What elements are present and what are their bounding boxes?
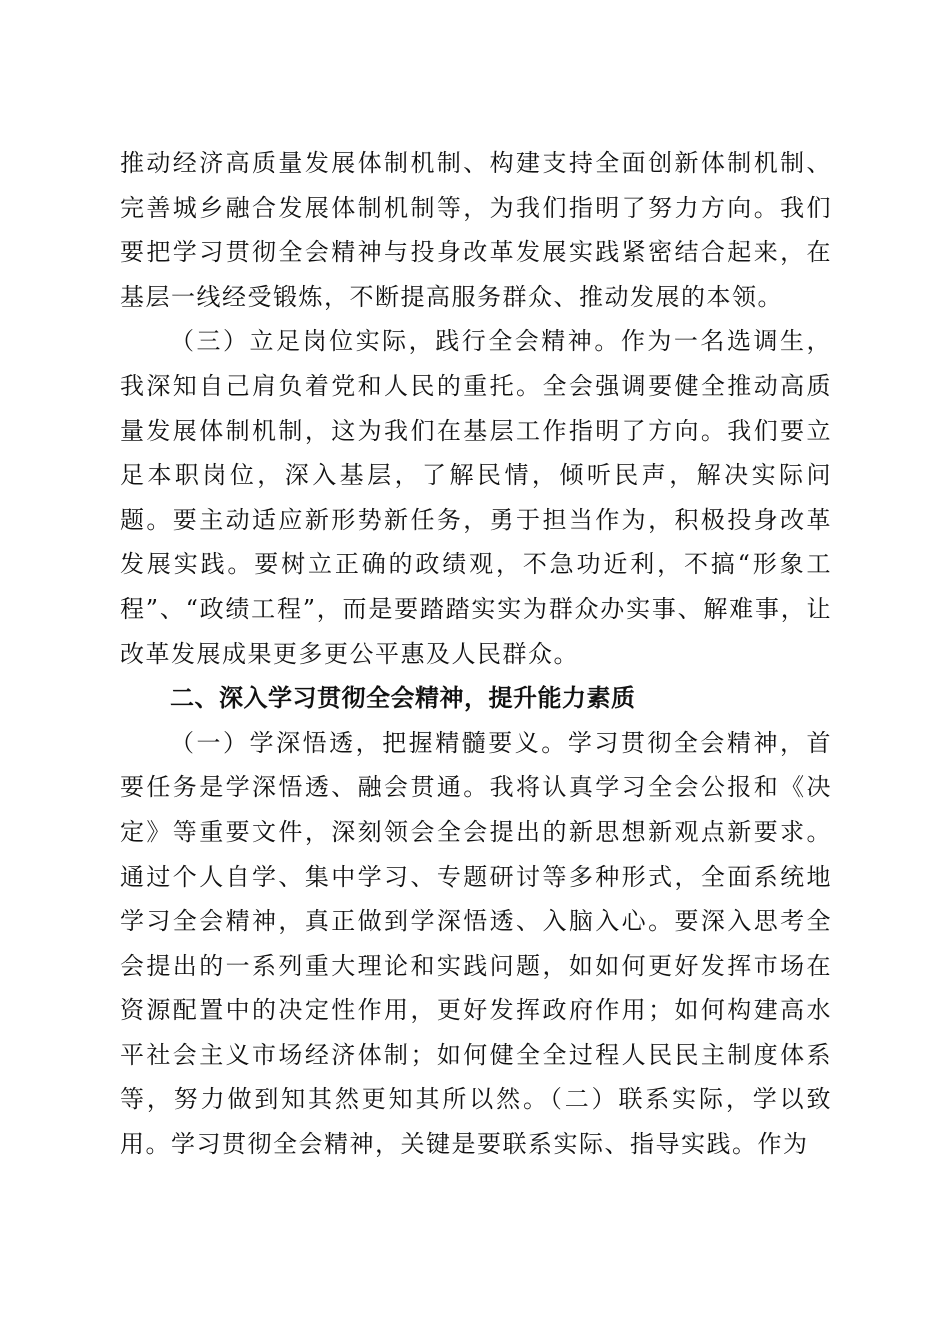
section-2-1-paragraph (120, 721, 832, 1167)
paragraph-continued: 推动经济高质量发展体制机制、构建支持全面创新体制机制、完善城乡融合发展体制机制等，为我们指明了努力方向。我们要把学习贯彻全会精神与投身改革发展实践紧密结合起来，在基层一线经受锻炼，不断提高服务群众、推动发展的本领。 (120, 149, 832, 311)
section-3-paragraph (120, 319, 832, 676)
document-body (120, 141, 832, 1167)
section-2-1-subtitle: （一）学深悟透，把握精髓要义。 (170, 728, 568, 757)
section-3-body: 作为一名选调生，我深知自己肩负着党和人民的重托。全会强调要健全推动高质量发展体制机制，这为我们在基层工作指明了方向。我们要立足本职岗位，深入基层，了解民情，倾听民声，解决实际问题。要主动适应新形势新任务，勇于担当作为，积极投身改革发展实践。要树立正确的政绩观，不急功近利，不搞“形象工程”、“政绩工程”，而是要踏踏实实为群众办实事、解难事，让改革发展成果更多更公平惠及人民群众。 (120, 327, 833, 668)
section-2-1-body: 学习贯彻全会精神，首要任务是学深悟透、融会贯通。我将认真学习全会公报和《决定》等重要文件，深刻领会全会提出的新思想新观点新要求。通过个人自学、集中学习、专题研讨等多种形式，全面系统地学习全会精神，真正做到学深悟透、入脑入心。要深入思考全会提出的一系列重大理论和实践问题，如如何更好发挥市场在资源配置中的决定性作用，更好发挥政府作用；如何构建高水平社会主义市场经济体制；如何健全全过程人民民主制度体系等，努力做到知其然更知其所以然。（二）联系实际，学以致用。学习贯彻全会精神，关键是要联系实际、指导实践。作为 (120, 728, 832, 1159)
section-3-subtitle: （三）立足岗位实际，践行全会精神。 (170, 327, 621, 356)
section-heading-2: 二、深入学习贯彻全会精神，提升能力素质 (170, 684, 636, 713)
